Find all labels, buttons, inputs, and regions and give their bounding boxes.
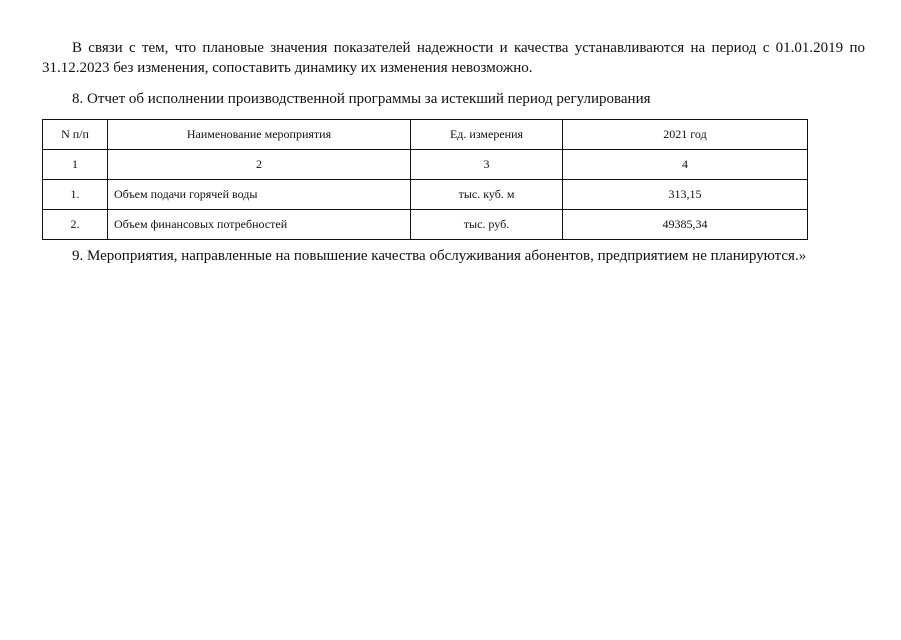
section-9-paragraph: 9. Мероприятия, направленные на повышение качества обслуживания абонентов, предприятием не планируются.» (72, 248, 807, 264)
row-number: 2. (43, 210, 108, 240)
section-8-heading: 8. Отчет об исполнении производственной программы за истекший период регулирования (72, 91, 651, 107)
row-unit: тыс. руб. (411, 210, 563, 240)
header-unit: Ед. измерения (411, 120, 563, 150)
row-number: 1. (43, 180, 108, 210)
column-number-cell: 2 (108, 150, 411, 180)
row-activity-name: Объем финансовых потребностей (108, 210, 411, 240)
intro-paragraph: В связи с тем, что плановые значения показателей надежности и качества устанавливаются на период с 01.01.2019 по 31.12.2023 без изменения, сопоставить динамику их изменения невозможно. (42, 40, 865, 76)
row-value: 313,15 (563, 180, 808, 210)
row-activity-name: Объем подачи горячей воды (108, 180, 411, 210)
table-header-row (43, 120, 808, 150)
header-activity-name: Наименование мероприятия (108, 120, 411, 150)
header-year-2021: 2021 год (563, 120, 808, 150)
table-row (43, 210, 808, 240)
table-row (43, 180, 808, 210)
column-number-cell: 3 (411, 150, 563, 180)
column-number-cell: 1 (43, 150, 108, 180)
column-number-row (43, 150, 808, 180)
column-number-cell: 4 (563, 150, 808, 180)
production-program-report-table (42, 119, 808, 240)
header-number: N п/п (43, 120, 108, 150)
row-value: 49385,34 (563, 210, 808, 240)
row-unit: тыс. куб. м (411, 180, 563, 210)
